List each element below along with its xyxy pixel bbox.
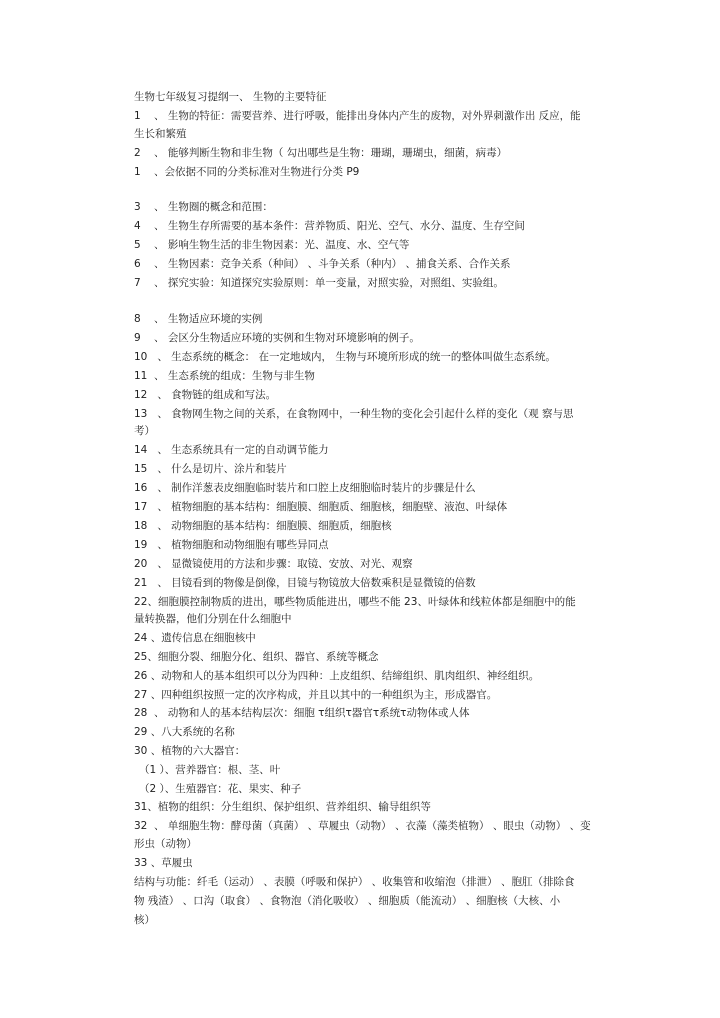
text-line: 1、 生物的特征：需要营养、进行呼吸，能排出身体内产生的废物，对外界刺激作出 反应，能 bbox=[134, 110, 581, 122]
text-line: 15 、 什么是切片、涂片和装片 bbox=[134, 463, 287, 475]
text-line: 13 、 食物网生物之间的关系，在食物网中，一种生物的变化会引起什么样的变化（观 察与思 bbox=[134, 408, 574, 420]
text-line: 19 、 植物细胞和动物细胞有哪些异同点 bbox=[134, 539, 329, 551]
text-line: 结构与功能：纤毛（运动） 、表膜（呼吸和保护） 、收集管和收缩泡（排泄） 、胞肛（排除食 bbox=[134, 876, 575, 888]
text-line: 17 、 植物细胞的基本结构：细胞膜、细胞质、细胞核，细胞壁、液泡、叶绿体 bbox=[134, 501, 508, 513]
text-line: 11 、 生态系统的组成：生物与非生物 bbox=[134, 370, 315, 382]
text-line: 25、细胞分裂、细胞分化、组织、器官、系统等概念 bbox=[134, 651, 379, 663]
text-line: 9、 会区分生物适应环境的实例和生物对环境影响的例子。 bbox=[134, 332, 420, 344]
text-line: 5、 影响生物生活的非生物因素：光、温度、水、空气等 bbox=[134, 239, 410, 251]
text-line: 22、细胞膜控制物质的进出，哪些物质能进出，哪些不能 23、叶绿体和线粒体都是细胞中的能 bbox=[134, 596, 576, 608]
text-line: 33 、草履虫 bbox=[134, 857, 193, 869]
text-line: （1 ）、营养器官：根、茎、叶 bbox=[139, 764, 281, 776]
text-line: 20 、 显微镜使用的方法和步骤：取镜、安放、对光、观察 bbox=[134, 558, 413, 570]
text-line: 29 、八大系统的名称 bbox=[134, 726, 235, 738]
text-line: 16 、 制作洋葱表皮细胞临时装片和口腔上皮细胞临时装片的步骤是什么 bbox=[134, 482, 476, 494]
text-line: 7、 探究实验：知道探究实验原则：单一变量，对照实验，对照组、实验组。 bbox=[134, 277, 504, 289]
text-line: 3、 生物圈的概念和范围： bbox=[134, 201, 273, 213]
text-line: 生长和繁殖 bbox=[134, 128, 187, 140]
text-line: 26 、动物和人的基本组织可以分为四种：上皮组织、结缔组织、肌肉组织、神经组织。 bbox=[134, 670, 540, 682]
text-line: 6、 生物因素：竞争关系（种间） 、斗争关系（种内） 、捕食关系、合作关系 bbox=[134, 258, 511, 270]
text-line: （2 ）、生殖器官：花、果实、种子 bbox=[139, 783, 302, 795]
text-line: 27 、四种组织按照一定的次序构成，并且以其中的一种组织为主，形成器官。 bbox=[134, 689, 498, 701]
text-line: 10 、 生态系统的概念： 在一定地域内， 生物与环境所形成的统一的整体叫做生态系统。 bbox=[134, 351, 556, 363]
text-line: 量转换器，他们分别在什么细胞中 bbox=[134, 613, 292, 625]
doc-title: 生物七年级复习提纲一、 生物的主要特征 bbox=[134, 91, 327, 103]
text-line: 24 、遗传信息在细胞核中 bbox=[134, 632, 256, 644]
text-line: 21 、 目镜看到的物像是倒像，目镜与物镜放大倍数乘积是显微镜的倍数 bbox=[134, 577, 476, 589]
text-line: 31、植物的组织：分生组织、保护组织、营养组织、输导组织等 bbox=[134, 801, 431, 813]
text-line: 形虫（动物） bbox=[134, 838, 197, 850]
text-line: 考） bbox=[134, 425, 155, 437]
text-line: 32 、 单细胞生物：酵母菌（真菌） 、草履虫（动物） 、衣藻（藻类植物） 、眼虫（动物） 、变 bbox=[134, 820, 591, 832]
text-line: 18 、 动物细胞的基本结构：细胞膜、细胞质，细胞核 bbox=[134, 520, 392, 532]
text-line: 28 、 动物和人的基本结构层次：细胞 τ组织τ器官τ系统τ动物体或人体 bbox=[134, 707, 470, 719]
text-line: 物 残渣） 、口沟（取食） 、食物泡（消化吸收） 、细胞质（能流动） 、细胞核（大核、小 bbox=[134, 895, 561, 907]
text-line: 核） bbox=[134, 914, 155, 926]
text-line: 12 、 食物链的组成和写法。 bbox=[134, 389, 277, 401]
text-line: 1、会依据不同的分类标准对生物进行分类 P9 bbox=[134, 166, 360, 178]
text-line: 30 、植物的六大器官： bbox=[134, 745, 246, 757]
text-line: 14 、 生态系统具有一定的自动调节能力 bbox=[134, 444, 329, 456]
text-line: 2、 能够判断生物和非生物（ 勾出哪些是生物：珊瑚，珊瑚虫，细菌，病毒） bbox=[134, 147, 508, 159]
text-line: 4、 生物生存所需要的基本条件：营养物质、阳光、空气、水分、温度、生存空间 bbox=[134, 220, 525, 232]
text-line: 8、 生物适应环境的实例 bbox=[134, 313, 263, 325]
